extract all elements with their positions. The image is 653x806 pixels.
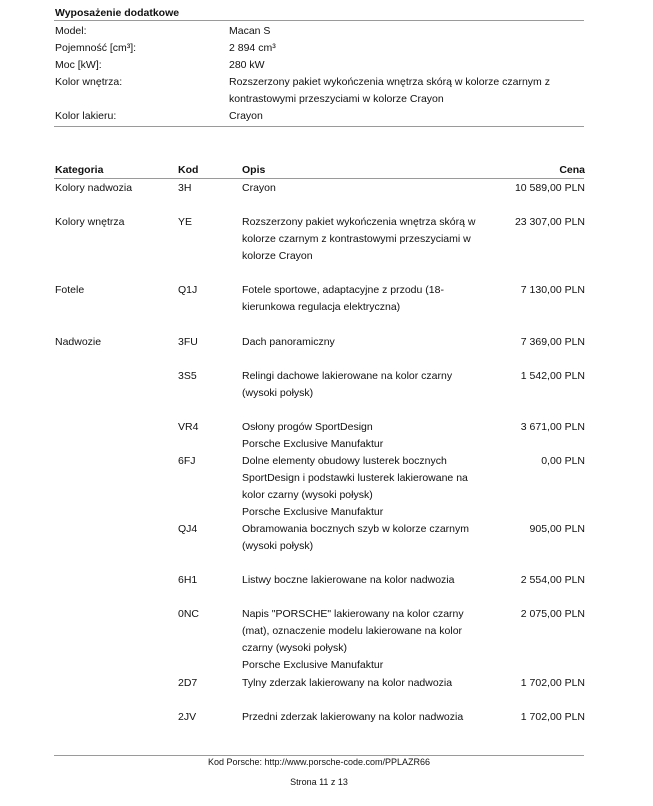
row-category [55, 419, 178, 453]
row-price: 1 702,00 PLN [520, 677, 585, 689]
row-code: 3FU [178, 336, 198, 348]
row-description [242, 709, 477, 726]
vehicle-info [55, 23, 585, 125]
row-price: 7 369,00 PLN [520, 336, 585, 348]
description-line: Przedni zderzak lakierowany na kolor nadwozia [242, 711, 464, 723]
row-code: 2D7 [178, 677, 198, 689]
description-line: czarny (wysoki połysk) [242, 642, 348, 654]
description-line: Porsche Exclusive Manufaktur [242, 659, 384, 671]
description-line: (wysoki połysk) [242, 387, 314, 399]
table-row [55, 334, 585, 351]
row-price: 0,00 PLN [541, 455, 585, 467]
info-label: Model: [55, 25, 87, 37]
description-line: Tylny zderzak lakierowany na kolor nadwozia [242, 677, 453, 689]
description-line: SportDesign i podstawki lusterek lakierowane na [242, 472, 468, 484]
title-divider [54, 20, 584, 21]
row-code: YE [178, 216, 193, 228]
row-description [242, 368, 477, 402]
description-line: Fotele sportowe, adaptacyjne z przodu (18- [242, 284, 444, 296]
info-value: 2 894 cm³ [229, 42, 276, 54]
description-line: Relingi dachowe lakierowane na kolor czarny [242, 370, 453, 382]
row-category: Kolory nadwozia [55, 182, 133, 194]
header-code: Kod [178, 164, 199, 176]
row-category: Nadwozie [55, 336, 102, 348]
info-value-line: Rozszerzony pakiet wykończenia wnętrza skórą w kolorze czarnym z [229, 76, 550, 88]
info-value-line: kontrastowymi przeszyciami w kolorze Crayon [229, 93, 444, 105]
row-description [242, 453, 477, 521]
description-line: Dach panoramiczny [242, 336, 335, 348]
row-price: 10 589,00 PLN [514, 182, 585, 194]
row-price: 23 307,00 PLN [514, 216, 585, 228]
description-line: Listwy boczne lakierowane na kolor nadwozia [242, 574, 455, 586]
table-row [55, 606, 585, 674]
header-category: Kategoria [55, 164, 104, 176]
description-line: Obramowania bocznych szyb w kolorze czarnym [242, 523, 470, 535]
description-line: Osłony progów SportDesign [242, 421, 373, 433]
row-price: 1 542,00 PLN [520, 370, 585, 382]
info-value: Crayon [229, 110, 263, 122]
row-description [242, 521, 477, 555]
row-category [55, 606, 178, 674]
description-line: Crayon [242, 182, 276, 194]
row-code: 3S5 [178, 370, 197, 382]
row-category [55, 572, 178, 589]
info-label: Moc [kW]: [55, 59, 102, 71]
description-line: Dolne elementy obudowy lusterek bocznych [242, 455, 447, 467]
description-line: (mat), oznaczenie modelu lakierowane na kolor [242, 625, 463, 637]
row-category [55, 453, 178, 521]
info-value [229, 74, 579, 108]
row-description [242, 180, 477, 197]
row-price: 905,00 PLN [529, 523, 585, 535]
footer-divider [54, 755, 584, 756]
row-code: VR4 [178, 421, 199, 433]
description-line: Napis "PORSCHE" lakierowany na kolor czarny [242, 608, 464, 620]
table-row [55, 709, 585, 726]
info-divider [54, 126, 584, 127]
row-description [242, 675, 477, 692]
description-line: kolorze Crayon [242, 250, 313, 262]
page-number: Strona 11 z 13 [290, 777, 348, 787]
table-row [55, 521, 585, 555]
options-table [55, 162, 585, 723]
header-divider [54, 178, 584, 179]
info-row-interior-color [55, 74, 585, 108]
description-line: Porsche Exclusive Manufaktur [242, 438, 384, 450]
row-category: Kolory wnętrza [55, 216, 125, 228]
row-code: 6FJ [178, 455, 196, 467]
table-row [55, 675, 585, 692]
table-row [55, 214, 585, 265]
row-description [242, 572, 477, 589]
row-code: QJ4 [178, 523, 198, 535]
info-label: Kolor wnętrza: [55, 76, 123, 88]
table-row [55, 282, 585, 316]
row-description [242, 334, 477, 351]
info-row-capacity [55, 40, 585, 57]
row-description [242, 419, 477, 453]
row-price: 2 554,00 PLN [520, 574, 585, 586]
info-value: Macan S [229, 25, 271, 37]
row-code: Q1J [178, 284, 198, 296]
row-code: 2JV [178, 711, 197, 723]
table-row [55, 419, 585, 453]
row-code: 0NC [178, 608, 200, 620]
row-price: 2 075,00 PLN [520, 608, 585, 620]
info-row-model [55, 23, 585, 40]
table-row [55, 453, 585, 521]
row-category [55, 675, 178, 692]
porsche-code-link[interactable]: Kod Porsche: http://www.porsche-code.com/PPLAZR66 [207, 757, 431, 767]
row-description [242, 282, 477, 316]
info-row-power [55, 57, 585, 74]
header-description: Opis [242, 164, 266, 176]
info-label: Kolor lakieru: [55, 110, 117, 122]
header-price: Cena [559, 164, 585, 176]
description-line: kolor czarny (wysoki połysk) [242, 489, 373, 501]
table-row [55, 572, 585, 589]
info-row-paint-color [55, 108, 585, 125]
row-price: 3 671,00 PLN [520, 421, 585, 433]
description-line: kolorze czarnym z kontrastowymi przeszyciami w [242, 233, 471, 245]
row-category [55, 368, 178, 402]
description-line: Rozszerzony pakiet wykończenia wnętrza skórą w [242, 216, 476, 228]
row-code: 3H [178, 182, 192, 194]
row-category [55, 709, 178, 726]
description-line: Porsche Exclusive Manufaktur [242, 506, 384, 518]
info-value: 280 kW [229, 59, 265, 71]
section-title: Wyposażenie dodatkowe [55, 7, 180, 19]
description-line: kierunkowa regulacja elektryczna) [242, 301, 401, 313]
table-header [55, 162, 585, 178]
table-row [55, 368, 585, 402]
row-price: 7 130,00 PLN [520, 284, 585, 296]
description-line: (wysoki połysk) [242, 540, 314, 552]
row-code: 6H1 [178, 574, 198, 586]
info-label: Pojemność [cm³]: [55, 42, 137, 54]
row-category: Fotele [55, 284, 85, 296]
table-row [55, 180, 585, 197]
row-price: 1 702,00 PLN [520, 711, 585, 723]
row-description [242, 214, 477, 265]
row-description [242, 606, 477, 674]
row-category [55, 521, 178, 555]
